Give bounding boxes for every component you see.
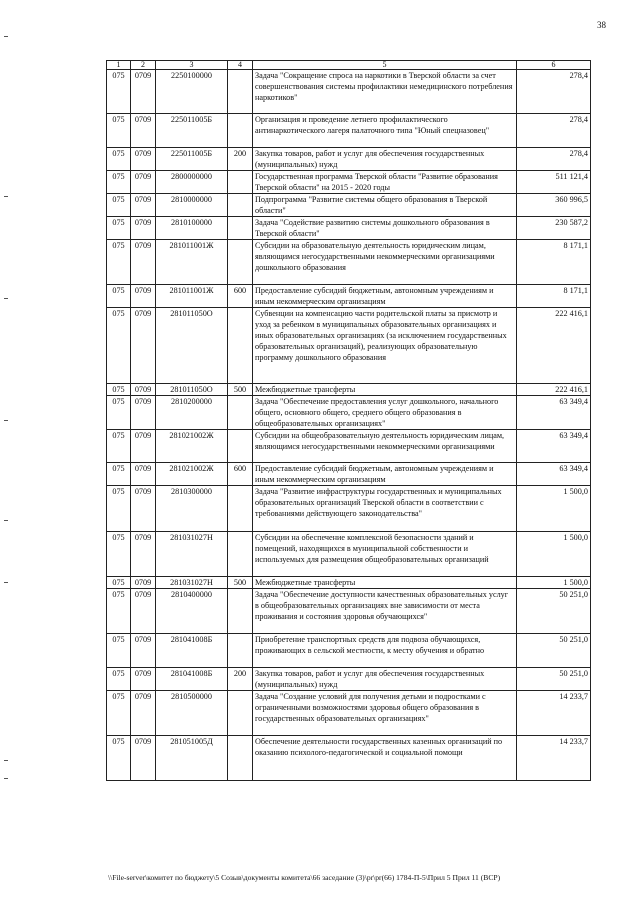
cell-amount: 63 349,4: [517, 463, 591, 486]
cell-description: Государственная программа Тверской области "Развитие образования Тверской области" на 2015 - 2020 годы: [253, 171, 517, 194]
table-row: [107, 308, 591, 384]
cell-description: Субсидии на обеспечение комплексной безопасности зданий и помещений, находящихся в муниципальной собственности и используемых для размещения общеобразовательных организаций: [253, 532, 517, 577]
cell-admin-code: 075: [107, 171, 131, 194]
cell-expense-type: [228, 589, 253, 634]
table-row: [107, 463, 591, 486]
header-col-1: 1: [107, 61, 131, 70]
cell-target-code: 281011050О: [156, 384, 228, 396]
cell-amount: 230 587,2: [517, 217, 591, 240]
cell-description: Организация и проведение летнего профилактического антинаркотического лагеря палаточного типа "Юный спецназовец": [253, 114, 517, 148]
cell-amount: 50 251,0: [517, 668, 591, 691]
cell-section-code: 0709: [131, 589, 156, 634]
cell-expense-type: [228, 70, 253, 114]
margin-mark: [4, 582, 8, 583]
cell-admin-code: 075: [107, 194, 131, 217]
cell-expense-type: [228, 634, 253, 668]
cell-amount: 1 500,0: [517, 486, 591, 532]
cell-section-code: 0709: [131, 171, 156, 194]
cell-section-code: 0709: [131, 577, 156, 589]
cell-description: Предоставление субсидий бюджетным, автономным учреждениям и иным некоммерческим организациям: [253, 285, 517, 308]
cell-description: Субсидии на общеобразовательную деятельность юридическим лицам, являющимся негосударственными некоммерческими организациями: [253, 430, 517, 463]
cell-description: Задача "Содействие развитию системы дошкольного образования в Тверской области": [253, 217, 517, 240]
cell-section-code: 0709: [131, 532, 156, 577]
cell-section-code: 0709: [131, 634, 156, 668]
cell-target-code: 2810300000: [156, 486, 228, 532]
cell-description: Предоставление субсидий бюджетным, автономным учреждениям и иным некоммерческим организациям: [253, 463, 517, 486]
cell-amount: 278,4: [517, 114, 591, 148]
cell-admin-code: 075: [107, 285, 131, 308]
cell-expense-type: [228, 240, 253, 285]
cell-description: Субсидии на образовательную деятельность юридическим лицам, являющимся негосударственными некоммерческими организациями дошкольного образования: [253, 240, 517, 285]
table-row: [107, 285, 591, 308]
cell-section-code: 0709: [131, 463, 156, 486]
cell-amount: 14 233,7: [517, 691, 591, 736]
cell-description: Задача "Сокращение спроса на наркотики в Тверской области за счет совершенствования системы профилактики немедицинского потребления наркотиков": [253, 70, 517, 114]
table-row: [107, 148, 591, 171]
cell-expense-type: 200: [228, 668, 253, 691]
cell-amount: 360 996,5: [517, 194, 591, 217]
table-row: [107, 171, 591, 194]
cell-amount: 222 416,1: [517, 308, 591, 384]
header-col-2: 2: [131, 61, 156, 70]
cell-section-code: 0709: [131, 285, 156, 308]
margin-mark: [4, 520, 8, 521]
margin-mark: [4, 760, 8, 761]
table-row: [107, 217, 591, 240]
cell-expense-type: [228, 430, 253, 463]
table-row: [107, 577, 591, 589]
cell-admin-code: 075: [107, 70, 131, 114]
cell-target-code: 2810000000: [156, 194, 228, 217]
cell-description: Межбюджетные трансферты: [253, 384, 517, 396]
header-col-4: 4: [228, 61, 253, 70]
cell-admin-code: 075: [107, 148, 131, 171]
margin-mark: [4, 36, 8, 37]
table-row: [107, 486, 591, 532]
table-row: [107, 532, 591, 577]
header-col-5: 5: [253, 61, 517, 70]
cell-amount: 50 251,0: [517, 589, 591, 634]
cell-expense-type: [228, 396, 253, 430]
cell-target-code: 2810400000: [156, 589, 228, 634]
cell-section-code: 0709: [131, 308, 156, 384]
cell-amount: 278,4: [517, 148, 591, 171]
cell-section-code: 0709: [131, 114, 156, 148]
cell-admin-code: 075: [107, 691, 131, 736]
cell-section-code: 0709: [131, 486, 156, 532]
cell-section-code: 0709: [131, 70, 156, 114]
cell-admin-code: 075: [107, 463, 131, 486]
cell-target-code: 281031027Н: [156, 577, 228, 589]
cell-admin-code: 075: [107, 589, 131, 634]
cell-target-code: 2800000000: [156, 171, 228, 194]
cell-amount: 1 500,0: [517, 532, 591, 577]
cell-target-code: 225011005Б: [156, 148, 228, 171]
cell-expense-type: 200: [228, 148, 253, 171]
cell-section-code: 0709: [131, 384, 156, 396]
cell-description: Подпрограмма "Развитие системы общего образования в Тверской области": [253, 194, 517, 217]
cell-expense-type: [228, 532, 253, 577]
cell-section-code: 0709: [131, 240, 156, 285]
cell-description: Задача "Развитие инфраструктуры государственных и муниципальных образовательных организаций Тверской области в соответствии с требованиями действующего законодательства": [253, 486, 517, 532]
cell-target-code: 281021002Ж: [156, 430, 228, 463]
cell-description: Задача "Обеспечение доступности качественных образовательных услуг в общеобразовательных организациях вне зависимости от места проживания и состояния здоровья обучающихся": [253, 589, 517, 634]
cell-expense-type: [228, 486, 253, 532]
cell-amount: 222 416,1: [517, 384, 591, 396]
cell-section-code: 0709: [131, 668, 156, 691]
margin-mark: [4, 420, 8, 421]
cell-target-code: 281011001Ж: [156, 285, 228, 308]
budget-table: [106, 60, 591, 781]
cell-description: Приобретение транспортных средств для подвоза обучающихся, проживающих в сельской местности, к месту обучения и обратно: [253, 634, 517, 668]
table-row: [107, 396, 591, 430]
cell-description: Закупка товаров, работ и услуг для обеспечения государственных (муниципальных) нужд: [253, 668, 517, 691]
cell-description: Задача "Создание условий для получения детьми и подростками с ограниченными возможностями здоровья общего образования в государственных образовательных организациях": [253, 691, 517, 736]
cell-target-code: 281011050О: [156, 308, 228, 384]
cell-target-code: 2810500000: [156, 691, 228, 736]
cell-amount: 8 171,1: [517, 240, 591, 285]
table-row: [107, 70, 591, 114]
cell-expense-type: [228, 171, 253, 194]
cell-amount: 511 121,4: [517, 171, 591, 194]
cell-admin-code: 075: [107, 668, 131, 691]
cell-description: Обеспечение деятельности государственных казенных организаций по оказанию психолого-педагогической и социальной помощи: [253, 736, 517, 781]
margin-mark: [4, 196, 8, 197]
cell-expense-type: [228, 308, 253, 384]
cell-expense-type: [228, 691, 253, 736]
cell-amount: 8 171,1: [517, 285, 591, 308]
table-row: [107, 384, 591, 396]
cell-target-code: 2250100000: [156, 70, 228, 114]
cell-amount: 50 251,0: [517, 634, 591, 668]
cell-expense-type: [228, 736, 253, 781]
cell-admin-code: 075: [107, 430, 131, 463]
cell-amount: 63 349,4: [517, 430, 591, 463]
cell-expense-type: [228, 114, 253, 148]
table-header-row: [107, 61, 591, 70]
cell-target-code: 2810200000: [156, 396, 228, 430]
cell-section-code: 0709: [131, 691, 156, 736]
file-path-footer: \\File-server\комитет по бюджету\5 Созыв\документы комитета\66 заседание (3)\pr\pr(66) 1784-П-5\Прил 5 Прил 11 (ВСР): [108, 873, 501, 882]
cell-target-code: 281041008Б: [156, 634, 228, 668]
cell-expense-type: 600: [228, 285, 253, 308]
margin-mark: [4, 298, 8, 299]
cell-admin-code: 075: [107, 114, 131, 148]
table-row: [107, 589, 591, 634]
cell-admin-code: 075: [107, 532, 131, 577]
cell-admin-code: 075: [107, 634, 131, 668]
cell-section-code: 0709: [131, 430, 156, 463]
cell-amount: 1 500,0: [517, 577, 591, 589]
cell-admin-code: 075: [107, 240, 131, 285]
cell-admin-code: 075: [107, 577, 131, 589]
cell-target-code: 225011005Б: [156, 114, 228, 148]
cell-target-code: 281031027Н: [156, 532, 228, 577]
table-row: [107, 668, 591, 691]
page-number: 38: [597, 20, 606, 30]
table-row: [107, 430, 591, 463]
cell-target-code: 281041008Б: [156, 668, 228, 691]
cell-admin-code: 075: [107, 217, 131, 240]
header-col-3: 3: [156, 61, 228, 70]
cell-amount: 278,4: [517, 70, 591, 114]
cell-expense-type: 500: [228, 577, 253, 589]
cell-admin-code: 075: [107, 486, 131, 532]
cell-expense-type: 500: [228, 384, 253, 396]
cell-section-code: 0709: [131, 194, 156, 217]
cell-admin-code: 075: [107, 384, 131, 396]
cell-target-code: 281011001Ж: [156, 240, 228, 285]
cell-target-code: 281021002Ж: [156, 463, 228, 486]
table-row: [107, 634, 591, 668]
cell-amount: 63 349,4: [517, 396, 591, 430]
cell-description: Межбюджетные трансферты: [253, 577, 517, 589]
margin-mark: [4, 778, 8, 779]
cell-amount: 14 233,7: [517, 736, 591, 781]
table-row: [107, 194, 591, 217]
cell-expense-type: 600: [228, 463, 253, 486]
header-col-6: 6: [517, 61, 591, 70]
cell-target-code: 2810100000: [156, 217, 228, 240]
cell-admin-code: 075: [107, 396, 131, 430]
cell-section-code: 0709: [131, 148, 156, 171]
cell-section-code: 0709: [131, 396, 156, 430]
cell-section-code: 0709: [131, 217, 156, 240]
cell-expense-type: [228, 194, 253, 217]
table-row: [107, 736, 591, 781]
cell-target-code: 281051005Д: [156, 736, 228, 781]
table-row: [107, 691, 591, 736]
cell-admin-code: 075: [107, 736, 131, 781]
cell-description: Закупка товаров, работ и услуг для обеспечения государственных (муниципальных) нужд: [253, 148, 517, 171]
table-row: [107, 240, 591, 285]
cell-expense-type: [228, 217, 253, 240]
table-body: [107, 70, 591, 781]
table-row: [107, 114, 591, 148]
cell-section-code: 0709: [131, 736, 156, 781]
cell-admin-code: 075: [107, 308, 131, 384]
cell-description: Задача "Обеспечение предоставления услуг дошкольного, начального общего, основного общего, среднего общего образования в общеобразовательных организациях": [253, 396, 517, 430]
cell-description: Субвенции на компенсацию части родительской платы за присмотр и уход за ребенком в муниципальных образовательных организациях и иных образовательных организациях (за исключением государственных образовательных организаций), реализующих образовательную программу дошкольного образования: [253, 308, 517, 384]
